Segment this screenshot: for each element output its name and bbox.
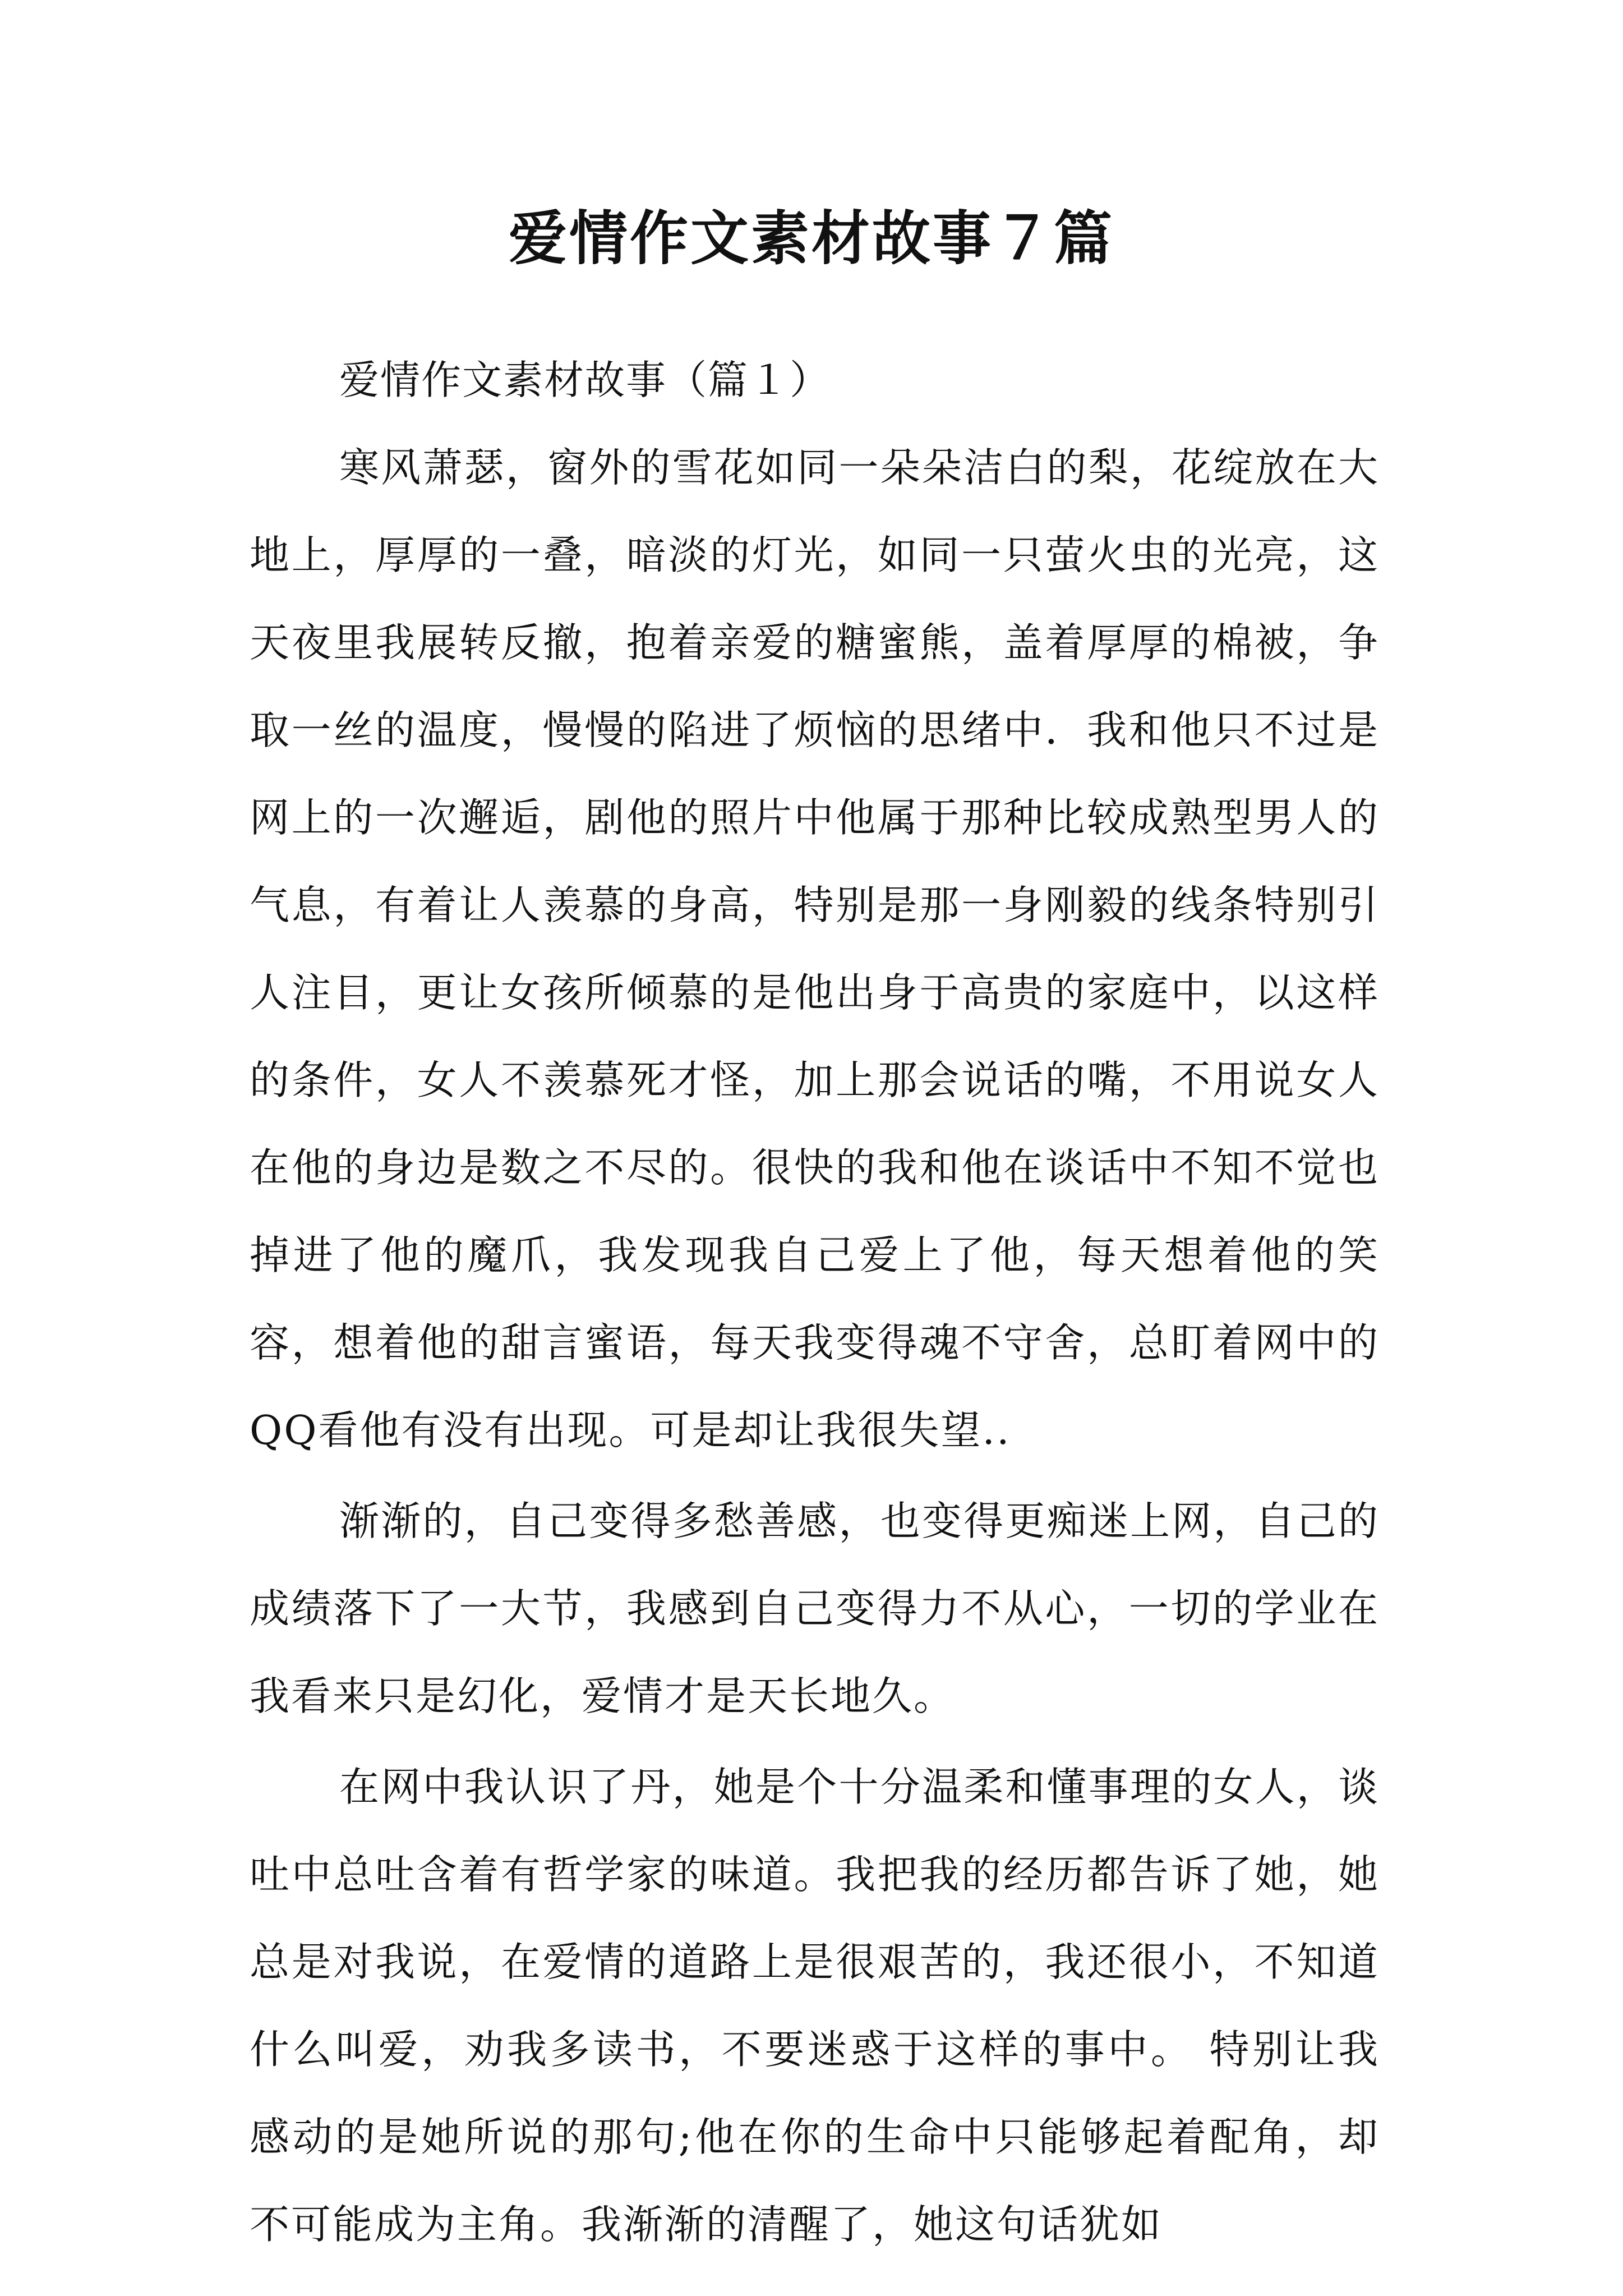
- paragraph-3: 在网中我认识了丹，她是个十分温柔和懂事理的女人，谈吐中总吐含着有哲学家的味道。我把我的经历都告诉了她，她总是对我说，在爱情的道路上是很艰苦的，我还很小，不知道什么叫爱，劝我多读书，不要迷惑于这样的事中。 特别让我感动的是她所说的那句;他在你的生命中只能够起着配角，却不可能成为主角。我渐渐的清醒了，她这句话犹如: [250, 1764, 1380, 2248]
- paragraph-1: 寒风萧瑟，窗外的雪花如同一朵朵洁白的梨，花绽放在大地上，厚厚的一叠，暗淡的灯光，如同一只萤火虫的光亮，这天夜里我展转反撤，抱着亲爱的糖蜜熊，盖着厚厚的棉被，争取一丝的温度，慢慢的陷进了烦恼的思绪中．我和他只不过是网上的一次邂逅，剧他的照片中他属于那种比较成熟型男人的气息，有着让人羡慕的身高，特别是那一身刚毅的线条特别引人注目，更让女孩所倾慕的是他出身于高贵的家庭中，以这样的条件，女人不羡慕死才怪，加上那会说话的嘴，不用说女人在他的身边是数之不尽的。很快的我和他在谈话中不知不觉也掉进了他的魔爪，我发现我自己爱上了他，每天想着他的笑容，想着他的甜言蜜语，每天我变得魂不守舍，总盯着网中的QQ看他有没有出现。可是却让我很失望..: [250, 444, 1380, 1453]
- paragraph-2: 渐渐的，自己变得多愁善感，也变得更痴迷上网，自己的成绩落下了一大节，我感到自己变得力不从心，一切的学业在我看来只是幻化，爱情才是天长地久。: [250, 1498, 1380, 1719]
- document-body: [250, 337, 1380, 2269]
- document-title: 爱情作文素材故事７篇: [508, 204, 1114, 273]
- section-heading: 爱情作文素材故事（篇１）: [339, 357, 831, 403]
